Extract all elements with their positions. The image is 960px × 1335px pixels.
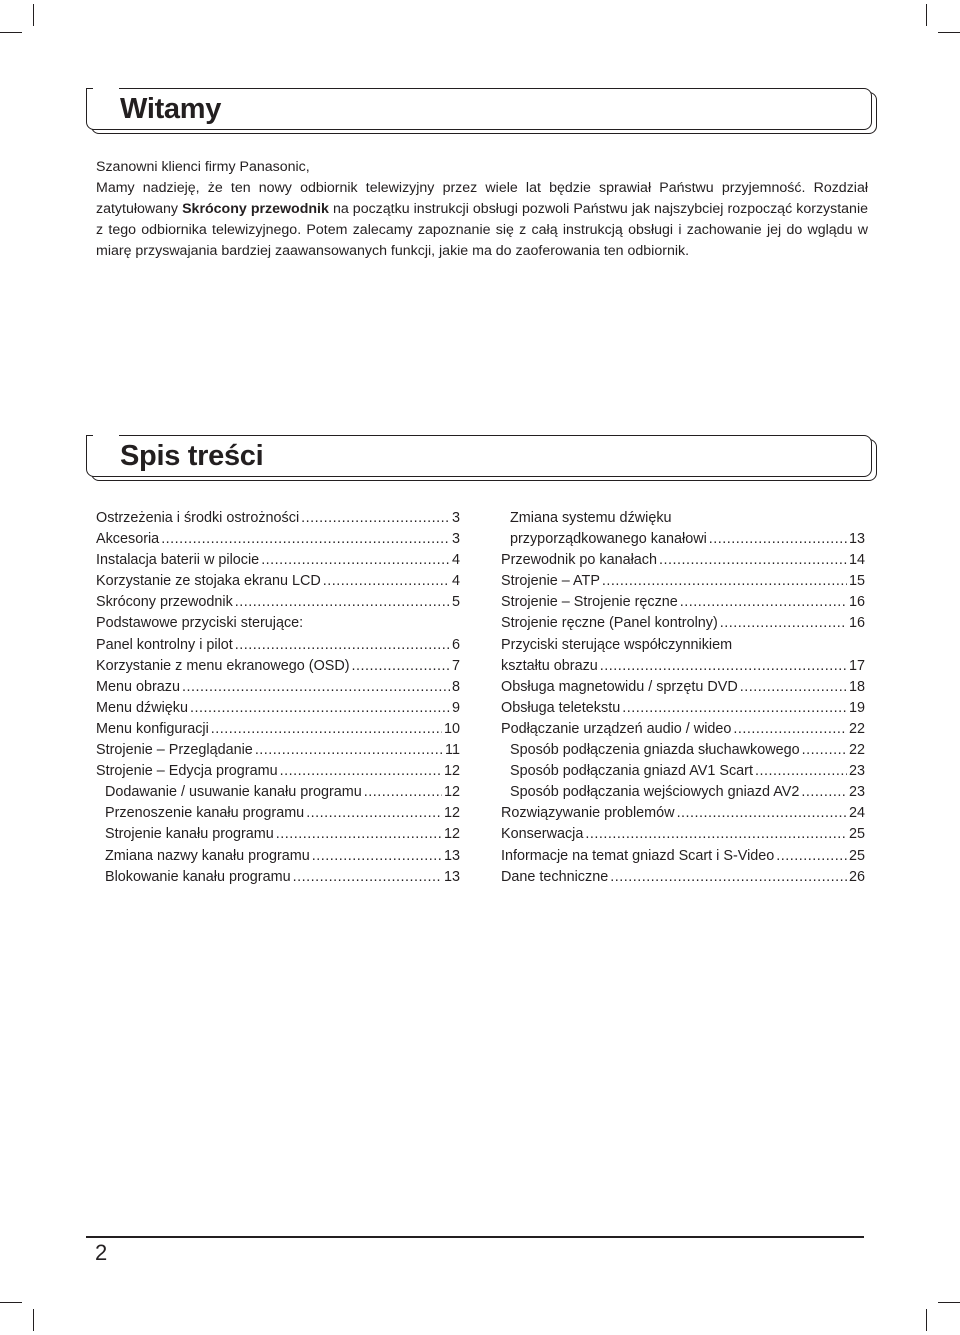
toc-entry xyxy=(96,698,460,719)
toc-entry-page: 3 xyxy=(451,510,460,526)
crop-mark xyxy=(33,4,34,26)
toc-entry-title: Strojenie – Edycja programu xyxy=(96,763,278,780)
toc-entry xyxy=(501,677,865,698)
toc-entry-title: Przyciski sterujące współczynnikiem xyxy=(501,636,733,653)
toc-entry-page: 26 xyxy=(848,868,865,885)
toc-entry-leader xyxy=(280,761,442,782)
toc-entry-page: 25 xyxy=(848,847,865,864)
toc-left-column xyxy=(96,508,460,888)
toc-entry-leader xyxy=(602,571,847,592)
toc-entry-title: Strojenie – Strojenie ręczne xyxy=(501,594,678,611)
toc-entry-title: Blokowanie kanału programu xyxy=(105,868,291,885)
toc-entry-title: Akcesoria xyxy=(96,531,160,548)
toc-entry-page: 12 xyxy=(443,784,460,801)
toc-entry xyxy=(96,656,460,677)
toc-entry-title: Dane techniczne xyxy=(501,868,609,885)
toc-entry-page: 12 xyxy=(443,826,460,843)
toc-entry-leader xyxy=(261,550,450,571)
toc-entry-title: Korzystanie ze stojaka ekranu LCD xyxy=(96,573,321,590)
toc-entry-page: 13 xyxy=(443,847,460,864)
toc-entry-page: 23 xyxy=(848,763,865,780)
toc-entry-leader xyxy=(680,592,847,613)
toc-entry xyxy=(501,635,865,656)
crop-mark xyxy=(0,32,22,33)
toc-entry-leader xyxy=(235,592,450,613)
toc-entry xyxy=(96,592,460,613)
toc-entry-title: Zmiana systemu dźwięku xyxy=(510,510,672,526)
toc-entry-leader xyxy=(622,698,847,719)
toc-entry-leader xyxy=(709,529,847,550)
toc-entry xyxy=(96,635,460,656)
toc-entry xyxy=(96,613,460,634)
crop-mark xyxy=(33,1309,34,1331)
toc-entry xyxy=(96,550,460,571)
toc-entry xyxy=(501,656,865,677)
toc-entry-page: 6 xyxy=(451,636,460,653)
toc-entry-title: Przenoszenie kanału programu xyxy=(105,805,305,822)
toc-entry-title: Przewodnik po kanałach xyxy=(501,552,657,569)
toc-entry-leader xyxy=(801,782,847,803)
toc-entry-leader xyxy=(677,803,847,824)
toc-entry-leader xyxy=(364,782,442,803)
toc-entry-page: 12 xyxy=(443,763,460,780)
toc-entry-page: 4 xyxy=(451,552,460,569)
toc-entry xyxy=(501,846,865,867)
toc-entry-title: Rozwiązywanie problemów xyxy=(501,805,675,822)
toc-entry xyxy=(501,782,865,803)
toc-entry-page: 9 xyxy=(451,699,460,716)
toc-entry-title: Zmiana nazwy kanału programu xyxy=(105,847,310,864)
toc-entry-leader xyxy=(161,529,450,550)
toc-entry-page: 17 xyxy=(848,657,865,674)
toc-entry xyxy=(501,761,865,782)
toc-title: Spis treści xyxy=(120,440,264,472)
toc-entry-leader xyxy=(740,677,847,698)
toc-entry-leader xyxy=(755,761,847,782)
toc-entry-title: Obsługa magnetowidu / sprzętu DVD xyxy=(501,678,738,695)
toc-entry xyxy=(501,698,865,719)
toc-entry-title: Menu konfiguracji xyxy=(96,720,209,737)
toc-entry xyxy=(96,571,460,592)
toc-entry-title: Strojenie kanału programu xyxy=(105,826,274,843)
toc-entry-page: 8 xyxy=(451,678,460,695)
toc-entry-page: 10 xyxy=(443,720,460,737)
toc-entry-leader xyxy=(235,635,450,656)
welcome-title: Witamy xyxy=(120,93,222,125)
toc-entry-page: 12 xyxy=(443,805,460,822)
toc-entry-leader xyxy=(776,846,847,867)
welcome-body-part2: na początku instrukcji obsługi pozwoli Państwu jak najszybciej rozpocząć korzystanie z tego odbiornika telewizyjnego. Potem zalecamy zapoznanie się z całą instrukcją obsługi i zachowanie jej do wglądu w miarę przyswajania bardziej zaawansowanych funkcji, jakie ma do zaoferowania ten odbiornik. xyxy=(96,201,868,259)
toc-entry-page: 25 xyxy=(848,826,865,843)
toc-entry xyxy=(96,782,460,803)
toc-entry xyxy=(96,761,460,782)
toc-entry xyxy=(96,529,460,550)
toc-entry-leader xyxy=(293,867,442,888)
toc-entry-title: Sposób podłączania gniazd AV1 Scart xyxy=(510,763,753,780)
toc-entry-leader xyxy=(733,719,847,740)
toc-entry-page: 15 xyxy=(848,573,865,590)
toc-entry xyxy=(501,592,865,613)
toc-entry-title: Podłączanie urządzeń audio / wideo xyxy=(501,720,732,737)
toc-entry xyxy=(96,508,460,529)
welcome-body-part1: Mamy nadzieję, że ten nowy odbiornik telewizyjny przez wiele lat będzie sprawiał Państwu przyjemność. Rozdział zatytułowany xyxy=(96,180,868,217)
page-number: 2 xyxy=(95,1240,108,1265)
toc-entry xyxy=(501,571,865,592)
toc-entry-title: Strojenie ręczne (Panel kontrolny) xyxy=(501,615,718,632)
welcome-body xyxy=(96,178,868,262)
welcome-heading-box xyxy=(86,88,872,130)
crop-mark xyxy=(938,1302,960,1303)
toc-entry-leader xyxy=(276,824,442,845)
crop-mark xyxy=(0,1302,22,1303)
toc-entry-page: 13 xyxy=(443,868,460,885)
toc-entry-leader xyxy=(312,846,442,867)
crop-mark xyxy=(926,4,927,26)
toc-entry-page: 24 xyxy=(848,805,865,822)
toc-entry-title: Dodawanie / usuwanie kanału programu xyxy=(105,784,362,801)
toc-entry-leader xyxy=(600,656,847,677)
toc-entry-leader xyxy=(190,698,450,719)
toc-entry-title: Informacje na temat gniazd Scart i S-Video xyxy=(501,847,775,864)
toc-entry-page: 3 xyxy=(451,531,460,548)
toc-entry-title: Strojenie – ATP xyxy=(501,573,600,590)
toc-entry xyxy=(501,613,865,634)
toc-entry-page: 4 xyxy=(451,573,460,590)
toc-entry-title: Konserwacja xyxy=(501,826,584,843)
toc-entry-leader xyxy=(585,824,847,845)
toc-entry-page: 16 xyxy=(848,594,865,611)
crop-mark xyxy=(938,32,960,33)
toc-heading-box xyxy=(86,435,872,477)
toc-entry-title: przyporządkowanego kanałowi xyxy=(510,531,707,548)
toc-entry-title: Sposób podłączenia gniazda słuchawkowego xyxy=(510,742,800,759)
toc-entry-page: 18 xyxy=(848,678,865,695)
welcome-text xyxy=(96,157,868,262)
toc-entry xyxy=(501,508,865,529)
toc-entry-title: Menu dźwięku xyxy=(96,699,188,716)
toc-entry xyxy=(96,803,460,824)
toc-entry-leader xyxy=(720,613,847,634)
toc-entry-page: 22 xyxy=(848,720,865,737)
toc-entry xyxy=(501,740,865,761)
toc-entry-leader xyxy=(301,508,450,529)
toc-entry-leader xyxy=(306,803,442,824)
toc-entry-leader xyxy=(610,867,847,888)
toc-entry-page: 13 xyxy=(848,531,865,548)
toc-entry-page: 14 xyxy=(848,552,865,569)
toc-entry-leader xyxy=(352,656,450,677)
toc-entry-leader xyxy=(323,571,450,592)
toc-entry-page: 5 xyxy=(451,594,460,611)
toc-entry-page: 16 xyxy=(848,615,865,632)
toc-entry-page: 7 xyxy=(451,657,460,674)
toc-entry-page: 11 xyxy=(445,742,460,759)
toc-entry xyxy=(96,740,460,761)
toc-entry xyxy=(501,824,865,845)
crop-mark xyxy=(926,1309,927,1331)
toc-entry-title: Korzystanie z menu ekranowego (OSD) xyxy=(96,657,350,674)
welcome-body-bold: Skrócony przewodnik xyxy=(182,201,329,217)
toc-entry xyxy=(501,529,865,550)
toc-entry-title: Podstawowe przyciski sterujące: xyxy=(96,615,304,632)
toc-entry-title: Ostrzeżenia i środki ostrożności xyxy=(96,510,300,526)
toc-entry xyxy=(96,677,460,698)
toc-entry-page: 22 xyxy=(848,742,865,759)
toc-entry xyxy=(96,824,460,845)
toc-entry-page: 19 xyxy=(848,699,865,716)
toc-entry xyxy=(501,550,865,571)
toc-entry-leader xyxy=(211,719,442,740)
welcome-greeting: Szanowni klienci firmy Panasonic, xyxy=(96,159,310,175)
toc-entry xyxy=(501,867,865,888)
toc-right-column xyxy=(501,508,865,888)
toc-entry-title: Instalacja baterii w pilocie xyxy=(96,552,260,569)
toc-entry-leader xyxy=(182,677,450,698)
toc-entry-leader xyxy=(659,550,847,571)
toc-entry-title: Menu obrazu xyxy=(96,678,180,695)
toc-entry-title: Panel kontrolny i pilot xyxy=(96,636,233,653)
toc-entry-title: Skrócony przewodnik xyxy=(96,594,233,611)
toc-entry xyxy=(96,719,460,740)
toc-entry xyxy=(501,803,865,824)
toc-entry-title: kształtu obrazu xyxy=(501,657,598,674)
toc-entry-title: Strojenie – Przeglądanie xyxy=(96,742,253,759)
toc-entry-leader xyxy=(255,740,443,761)
toc-entry xyxy=(96,846,460,867)
toc-entry xyxy=(501,719,865,740)
toc-entry-title: Obsługa teletekstu xyxy=(501,699,621,716)
toc-entry-page: 23 xyxy=(848,784,865,801)
toc-entry-title: Sposób podłączania wejściowych gniazd AV2 xyxy=(510,784,800,801)
toc-entry-leader xyxy=(802,740,847,761)
toc-entry xyxy=(96,867,460,888)
footer-rule xyxy=(86,1236,864,1238)
